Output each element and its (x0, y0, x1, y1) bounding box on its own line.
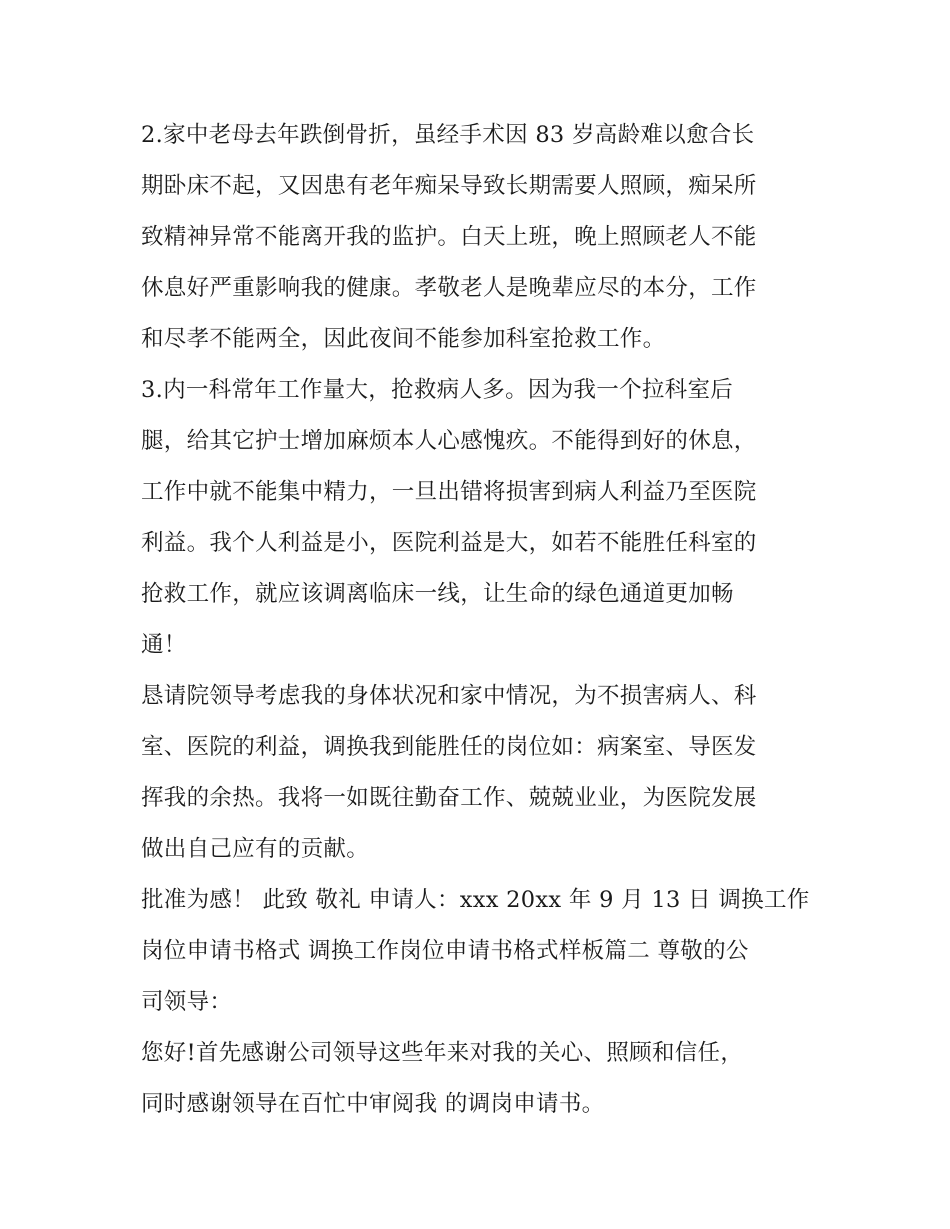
text-line: 通！ (141, 632, 187, 658)
text-line: 期卧床不起，又因患有老年痴呆导致长期需要人照顾，痴呆所 (141, 173, 757, 199)
text-line: 恳请院领导考虑我的身体状况和家中情况，为不损害病人、科 (141, 683, 757, 709)
text-line: 和尽孝不能两全，因此夜间不能参加科室抢救工作。 (141, 326, 666, 352)
text-line: 2.家中老母去年跌倒骨折，虽经手术因 83 岁高龄难以愈合长 (141, 122, 755, 148)
text-line: 休息好严重影响我的健康。孝敬老人是晚辈应尽的本分，工作 (141, 275, 757, 301)
text-line: 致精神异常不能离开我的监护。白天上班，晚上照顾老人不能 (141, 224, 757, 250)
text-line: 工作中就不能集中精力，一旦出错将损害到病人利益乃至医院 (141, 479, 757, 505)
text-line: 利益。我个人利益是小，医院利益是大，如若不能胜任科室的 (141, 530, 757, 556)
text-line: 您好!首先感谢公司领导这些年来对我的关心、照顾和信任， (141, 1040, 744, 1066)
text-line: 做出自己应有的贡献。 (141, 836, 370, 862)
text-line: 岗位申请书格式 调换工作岗位申请书格式样板篇二 尊敬的公 (141, 938, 749, 964)
text-line: 同时感谢领导在百忙中审阅我 的调岗申请书。 (141, 1091, 605, 1117)
text-line: 3.内一科常年工作量大，抢救病人多。因为我一个拉科室后 (141, 377, 734, 403)
text-line: 批准为感！ 此致 敬礼 申请人：xxx 20xx 年 9 月 13 日 调换工作 (141, 887, 810, 913)
text-line: 腿，给其它护士增加麻烦本人心感愧疚。不能得到好的休息， (141, 428, 757, 454)
text-line: 抢救工作，就应该调离临床一线，让生命的绿色通道更加畅 (141, 581, 734, 607)
text-line: 挥我的余热。我将一如既往勤奋工作、兢兢业业，为医院发展 (141, 785, 757, 811)
document-body (141, 110, 813, 1130)
text-line: 室、医院的利益，调换我到能胜任的岗位如：病案室、导医发 (141, 734, 757, 760)
text-line: 司领导： (141, 989, 233, 1015)
